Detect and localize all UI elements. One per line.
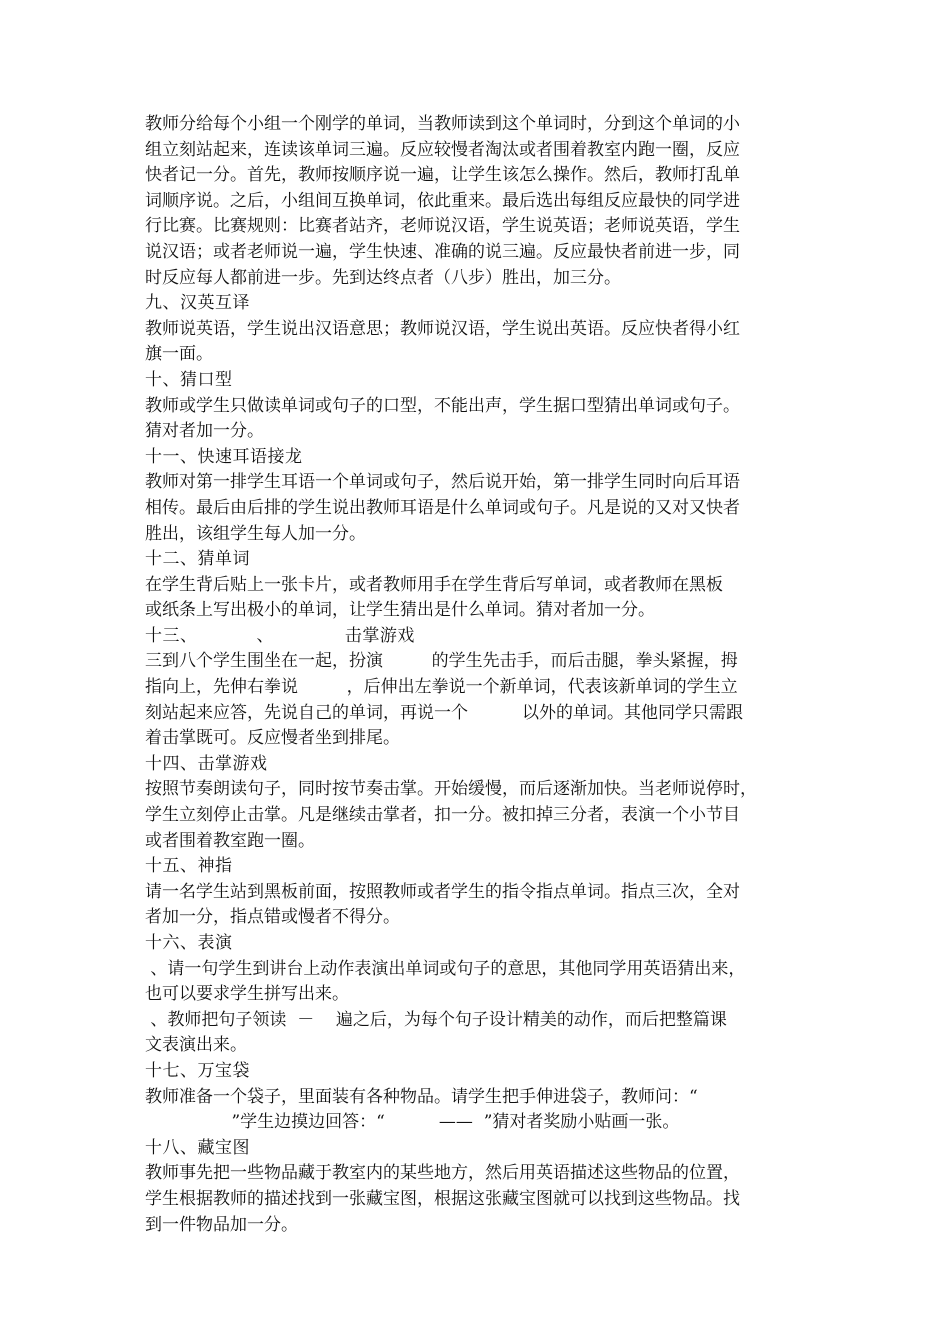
text-line: 胜出，该组学生每人加一分。 [145,523,366,544]
section-heading: 十、猜口型 [145,369,233,390]
text-line: 学生根据教师的描述找到一张藏宝图，根据这张藏宝图就可以找到这些物品。找 [145,1188,740,1209]
text-line: 教师分给每个小组一个刚学的单词，当教师读到这个单词时，分到这个单词的小 [145,114,740,134]
text-line: 或者围着教室跑一圈。 [145,830,315,851]
text-line: 快者记一分。首先，教师按顺序说一遍，让学生该怎么操作。然后，教师打乱单 [145,165,740,186]
section-heading: 十四、击掌游戏 [145,753,268,774]
text-line: 请一名学生站到黑板前面，按照教师或者学生的指令指点单词。指点三次，全对 [145,881,740,902]
text-line: 教师对第一排学生耳语一个单词或句子，然后说开始，第一排学生同时向后耳语 [145,472,740,493]
section-heading: 十一、快速耳语接龙 [145,446,303,467]
text-line: ”学生边摸边回答：“ —— ”猜对者奖励小贴画一张。 [145,1112,680,1133]
text-line: 者加一分，指点错或慢者不得分。 [145,907,400,928]
section-heading: 十三、 、 击掌游戏 [145,625,415,646]
text-line: 行比赛。比赛规则：比赛者站齐，老师说汉语，学生说英语；老师说英语，学生 [145,216,740,237]
section-heading: 十五、神指 [145,856,233,877]
section-heading: 九、汉英互译 [145,293,250,314]
text-line: 教师说英语，学生说出汉语意思；教师说汉语，学生说出英语。反应快者得小红 [145,318,740,339]
text-line: 说汉语；或者老师说一遍，学生快速、准确的说三遍。反应最快者前进一步，同 [145,241,740,262]
text-line: 着击掌既可。反应慢者坐到排尾。 [145,728,400,749]
text-line: 相传。最后由后排的学生说出教师耳语是什么单词或句子。凡是说的又对又快者 [145,497,740,518]
text-line: 学生立刻停止击掌。凡是继续击掌者，扣一分。被扣掉三分者，表演一个小节目 [145,805,740,826]
text-line: 时反应每人都前进一步。先到达终点者（八步）胜出，加三分。 [145,267,621,288]
section-heading: 十七、万宝袋 [145,1060,250,1081]
text-line: 旗一面。 [145,344,213,365]
text-line: 、请一句学生到讲台上动作表演出单词或句子的意思，其他同学用英语猜出来， [145,958,746,979]
section-heading: 十六、表演 [145,933,233,953]
text-line: 也可以要求学生拼写出来。 [145,984,349,1005]
text-line: 在学生背后贴上一张卡片，或者教师用手在学生背后写单词，或者教师在黑板 [145,574,723,595]
text-line: 刻站起来应答，先说自己的单词，再说一个 以外的单词。其他同学只需跟 [145,702,744,723]
text-line: 指向上，先伸右拳说 ，后伸出左拳说一个新单词，代表该新单词的学生立 [145,677,738,698]
document-body [145,112,815,1238]
text-line: 或纸条上写出极小的单词，让学生猜出是什么单词。猜对者加一分。 [145,600,655,621]
text-line: 教师事先把一些物品藏于教室内的某些地方，然后用英语描述这些物品的位置， [145,1163,740,1184]
text-line: 三到八个学生围坐在一起，扮演 的学生先击手，而后击腿，拳头紧握，拇 [145,651,738,672]
text-line: 文表演出来。 [145,1035,247,1056]
text-line: 到一件物品加一分。 [145,1214,298,1235]
text-line: 猜对者加一分。 [145,421,264,442]
text-line: 、教师把句子领读 － 遍之后，为每个句子设计精美的动作，而后把整篇课 [145,1009,727,1030]
text-line: 组立刻站起来，连读该单词三遍。反应较慢者淘汰或者围着教室内跑一圈，反应 [145,139,740,160]
text-line: 词顺序说。之后，小组间互换单词，依此重来。最后选出每组反应最快的同学进 [145,190,740,211]
text-line: 按照节奏朗读句子，同时按节奏击掌。开始缓慢，而后逐渐加快。当老师说停时， [145,779,757,800]
section-heading: 十八、藏宝图 [145,1137,250,1158]
text-line: 教师或学生只做读单词或句子的口型，不能出声，学生据口型猜出单词或句子。 [145,395,740,416]
section-heading: 十二、猜单词 [145,549,250,570]
text-line: 教师准备一个袋子，里面装有各种物品。请学生把手伸进袋子，教师问：“ [145,1086,698,1107]
